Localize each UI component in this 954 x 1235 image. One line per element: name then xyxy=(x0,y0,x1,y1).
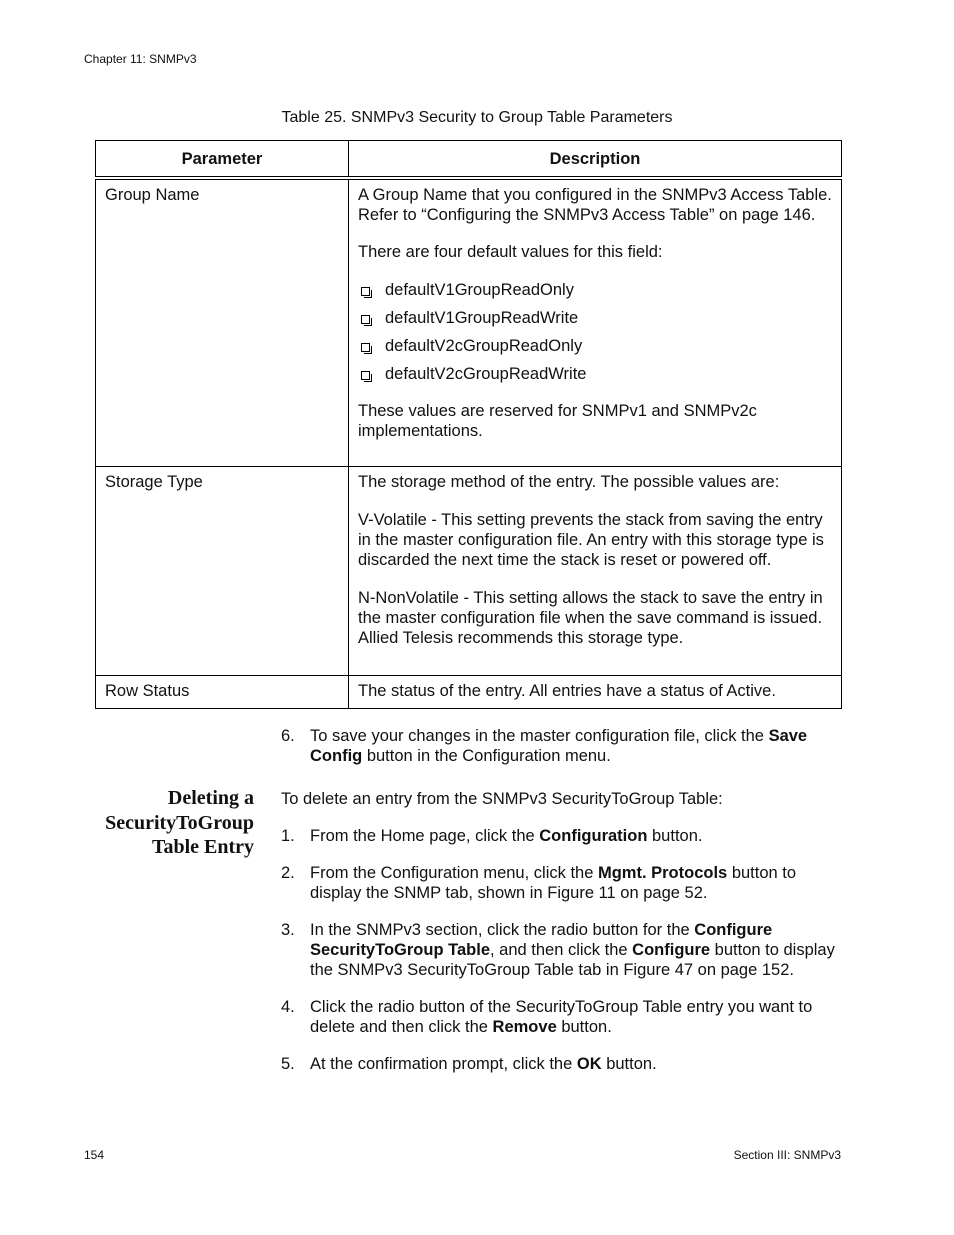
table-header-row xyxy=(96,141,842,179)
step-text-plain: To save your changes in the master configuration file, click the xyxy=(310,727,769,745)
heading-line: Table Entry xyxy=(151,836,254,858)
section-heading xyxy=(84,786,254,860)
checkbox-bullet-icon xyxy=(361,371,370,380)
ui-label-configure: Configure xyxy=(632,941,711,959)
parameter-cell xyxy=(96,466,349,675)
checkbox-bullet-icon xyxy=(361,343,370,352)
ui-label-mgmt-protocols: Mgmt. Protocols xyxy=(597,864,728,882)
step-number: 6. xyxy=(281,727,295,745)
step-text xyxy=(310,826,841,846)
parameter-name: Storage Type xyxy=(105,472,203,491)
description-cell xyxy=(349,178,842,466)
step-text-plain: Click the radio button of the SecurityToGroup Table entry you want to delete and then click the xyxy=(310,998,813,1036)
parameter-name: Row Status xyxy=(105,681,190,700)
list-item xyxy=(358,280,832,300)
section-intro: To delete an entry from the SNMPv3 SecurityToGroup Table: xyxy=(281,790,723,808)
heading-line: SecurityToGroup xyxy=(105,811,254,834)
step-list-save xyxy=(281,726,841,766)
step-text-plain: In the SNMPv3 section, click the radio button for the xyxy=(310,921,695,939)
step-text-plain: From the Home page, click the xyxy=(310,827,540,845)
ui-label-save-config: Save Config xyxy=(310,727,808,765)
step-number: 5. xyxy=(281,1055,295,1073)
parameter-name: Group Name xyxy=(105,186,200,204)
ui-label-configure-securitytogroup-table: Configure SecurityToGroup Table xyxy=(310,921,773,959)
column-header-description: Description xyxy=(349,141,842,179)
step-text-plain: button to display the SNMP tab, shown in Figure 11 on page 52. xyxy=(310,864,797,902)
list-item xyxy=(281,826,841,846)
parameters-table xyxy=(95,140,842,709)
step-text-plain: From the Configuration menu, click the xyxy=(310,864,598,882)
step-text-plain: button to display the SNMPv3 SecurityToGroup Table tab in Figure 47 on page 152. xyxy=(310,941,835,979)
list-item xyxy=(281,863,841,903)
parameter-cell xyxy=(96,675,349,708)
step-number: 2. xyxy=(281,864,295,882)
description-cell xyxy=(349,675,842,708)
step-text-plain: button. xyxy=(601,1055,657,1073)
list-item-text: defaultV2cGroupReadWrite xyxy=(385,365,587,383)
step-text-plain: button. xyxy=(647,827,703,845)
list-item-text: defaultV1GroupReadWrite xyxy=(385,309,579,327)
description-paragraph: These values are reserved for SNMPv1 and SNMPv2c implementations. xyxy=(358,402,757,440)
step-number: 3. xyxy=(281,921,295,939)
running-header: Chapter 11: SNMPv3 xyxy=(84,52,197,66)
list-item xyxy=(281,1054,841,1074)
description-cell xyxy=(349,466,842,675)
description-paragraph: The status of the entry. All entries have a status of Active. xyxy=(358,681,776,700)
table-row xyxy=(96,675,842,708)
list-item-text: defaultV2cGroupReadOnly xyxy=(385,337,583,355)
description-paragraph: There are four default values for this field: xyxy=(358,243,663,261)
list-item xyxy=(358,308,832,328)
column-header-parameter: Parameter xyxy=(96,141,349,179)
step-text xyxy=(310,920,841,980)
checkbox-bullet-icon xyxy=(361,287,370,296)
checkbox-bullet-icon xyxy=(361,315,370,324)
step-text-plain: , and then click the xyxy=(490,941,633,959)
list-item-text: defaultV1GroupReadOnly xyxy=(385,281,574,299)
step-text-plain: At the confirmation prompt, click the xyxy=(310,1055,577,1073)
list-item xyxy=(358,336,832,356)
table-row xyxy=(96,178,842,466)
list-item xyxy=(281,726,841,766)
list-item xyxy=(281,997,841,1037)
step-text xyxy=(310,726,841,766)
step-text xyxy=(310,1054,841,1074)
ui-label-configuration: Configuration xyxy=(539,827,648,845)
description-paragraph: N-NonVolatile - This setting allows the stack to save the entry in the master configuration file when the save command is issued. Allied Telesis recommends this storage type. xyxy=(358,588,823,647)
step-text-plain: button in the Configuration menu. xyxy=(362,747,611,765)
step-text xyxy=(310,863,841,903)
description-paragraph: V-Volatile - This setting prevents the stack from saving the entry in the master configuration file. An entry with this storage type is discarded the next time the stack is reset or powered off. xyxy=(358,510,824,569)
table-caption: Table 25. SNMPv3 Security to Group Table Parameters xyxy=(281,109,673,126)
page-number: 154 xyxy=(84,1148,105,1162)
table-row xyxy=(96,466,842,675)
parameter-cell xyxy=(96,178,349,466)
list-item xyxy=(358,364,832,384)
running-footer-section: Section III: SNMPv3 xyxy=(733,1148,841,1162)
step-list-delete xyxy=(281,826,841,1074)
description-paragraph: The storage method of the entry. The possible values are: xyxy=(358,472,780,491)
heading-line: Deleting a xyxy=(167,787,254,809)
ui-label-remove: Remove xyxy=(492,1018,557,1036)
description-paragraph: A Group Name that you configured in the SNMPv3 Access Table. Refer to “Configuring the SNMPv3 Access Table” on page 146. xyxy=(358,186,832,224)
step-text-plain: button. xyxy=(556,1018,612,1036)
list-item xyxy=(281,920,841,980)
step-number: 1. xyxy=(281,827,295,845)
step-number: 4. xyxy=(281,998,295,1016)
step-text xyxy=(310,997,841,1037)
ui-label-ok: OK xyxy=(576,1055,602,1073)
